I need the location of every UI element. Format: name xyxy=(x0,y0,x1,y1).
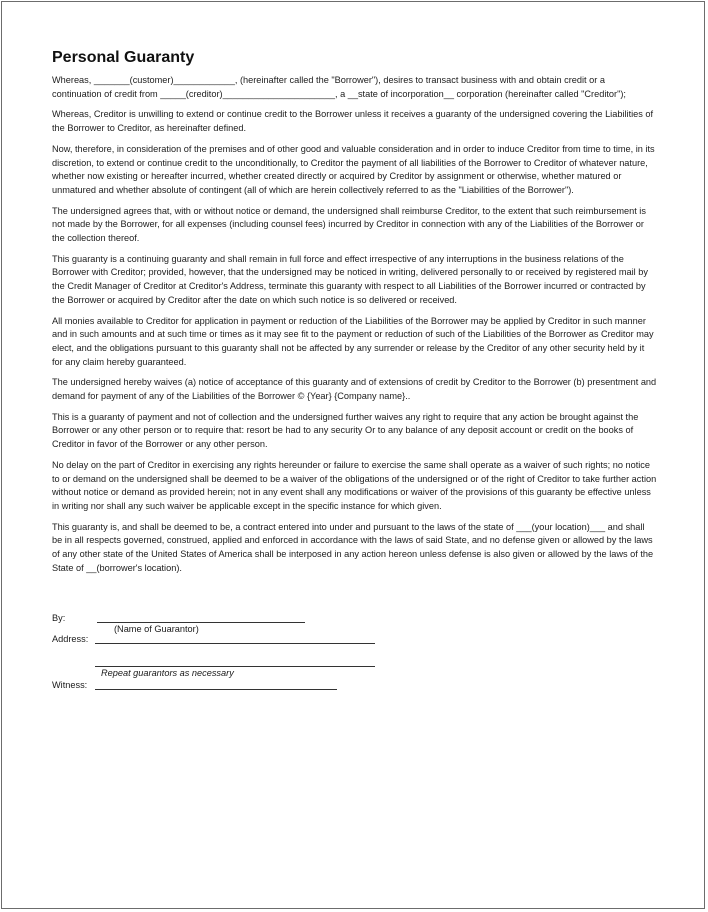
address-line-2[interactable] xyxy=(95,666,375,667)
by-label: By: xyxy=(52,613,66,623)
document-page xyxy=(52,48,657,690)
paragraph-governing-law: This guaranty is, and shall be deemed to be, a contract entered into under and pursuant to the laws of the state of ___(your location)___ and shall be in all respects governed, construed, applied and enforced in accordance with the laws of said State, and no defense given or allowed by the laws of any other state of the United States of America shall be interposed in any action hereon unless defense is also given or allowed by the laws of the State of __(borrower's location). xyxy=(52,521,654,573)
paragraph-application-of-monies: All monies available to Creditor for application in payment or reduction of the Liabilities of the Borrower may be applied by Creditor in such manner and in such amounts and at such time or times as it may see fit to the payment or reduction of such of the Liabilities of the Borrower as Creditor may elect, and the obligations pursuant to this guaranty shall not be affected by any surrender or release by the Creditor of any other security held by it for any claim hereby guaranteed. xyxy=(52,315,654,367)
paragraph-waiver-notice: The undersigned hereby waives (a) notice of acceptance of this guaranty and of extensions of credit by Creditor to the Borrower (b) presentment and demand for payment of any of the Liabilities of the Borrower © {Year} {Company name}.. xyxy=(52,377,657,402)
paragraph-continuing-guaranty: This guaranty is a continuing guaranty and shall remain in full force and effect irrespective of any interruptions in the business relations of the Borrower with Creditor; provided, however, that the undersigned may be noticed in writing, delivered personally to or received by registered mail by the Credit Manager of Creditor at Creditor's Address, terminate this guaranty with respect to all Liabilities of the Borrower incurred or contracted by the Borrower or acquired by Creditor after the date on which such notice is so delivered or received. xyxy=(52,253,648,305)
witness-label: Witness: xyxy=(52,680,88,690)
paragraph-no-delay: No delay on the part of Creditor in exercising any rights hereunder or failure to exercise the same shall operate as a waiver of such rights; no notice to or demand on the undersigned shall be deemed to be a waiver of the obligations of the undersigned or of the right of Creditor to take further action without notice or demand as provided herein; not in any event shall any modifications or waiver of the provisions of this guaranty be effective unless in writing nor shall any such waiver be applicable except in the specific instance for which given. xyxy=(52,459,657,511)
name-of-guarantor-caption: (Name of Guarantor) xyxy=(114,624,199,634)
paragraph-consideration: Now, therefore, in consideration of the premises and of other good and valuable consideration and in order to induce Creditor from time to time, in its discretion, to extend or continue credit to the unconditionally, to Creditor the payment of all liabilities of the Borrower to Creditor of whatever nature, whether now existing or hereafter incurred, whether created directly or acquired by Creditor by assignment or otherwise, whether matured or unmatured and whether absolute of contingent (all of which are herein collectively referred to as the "Liabilities of the Borrower"). xyxy=(52,143,655,195)
repeat-guarantors-note: Repeat guarantors as necessary xyxy=(101,668,234,678)
address-line-1[interactable] xyxy=(95,643,375,644)
document-title: Personal Guaranty xyxy=(52,49,195,66)
paragraph-whereas-borrower: Whereas, _______(customer)____________, (hereinafter called the "Borrower"), desires to transact business with and obtain credit or a continuation of credit from _____(creditor)______________________, a __state of incorporation__ corporation (hereinafter called "Creditor"); xyxy=(52,75,626,99)
witness-signature-line[interactable] xyxy=(95,689,337,690)
paragraph-reimbursement: The undersigned agrees that, with or without notice or demand, the undersigned shall reimburse Creditor, to the extent that such reimbursement is not made by the Borrower, for all expenses (including counsel fees) incurred by Creditor in connection with any of the Liabilities of the Borrower or the collection thereof. xyxy=(52,205,646,244)
address-label: Address: xyxy=(52,634,89,644)
paragraph-guaranty-of-payment: This is a guaranty of payment and not of collection and the undersigned further waives any right to require that any action be brought against the Borrower or any other person or to require that: resort be had to any security Or to any balance of any deposit account or credit on the books of Creditor in favor of the Borrower or any other person. xyxy=(52,411,639,450)
guarantor-signature-line[interactable] xyxy=(97,622,305,623)
paragraph-whereas-creditor: Whereas, Creditor is unwilling to extend or continue credit to the Borrower unless it receives a guaranty of the undersigned covering the Liabilities of the Borrower to Creditor, as hereinafter defined. xyxy=(52,109,654,134)
